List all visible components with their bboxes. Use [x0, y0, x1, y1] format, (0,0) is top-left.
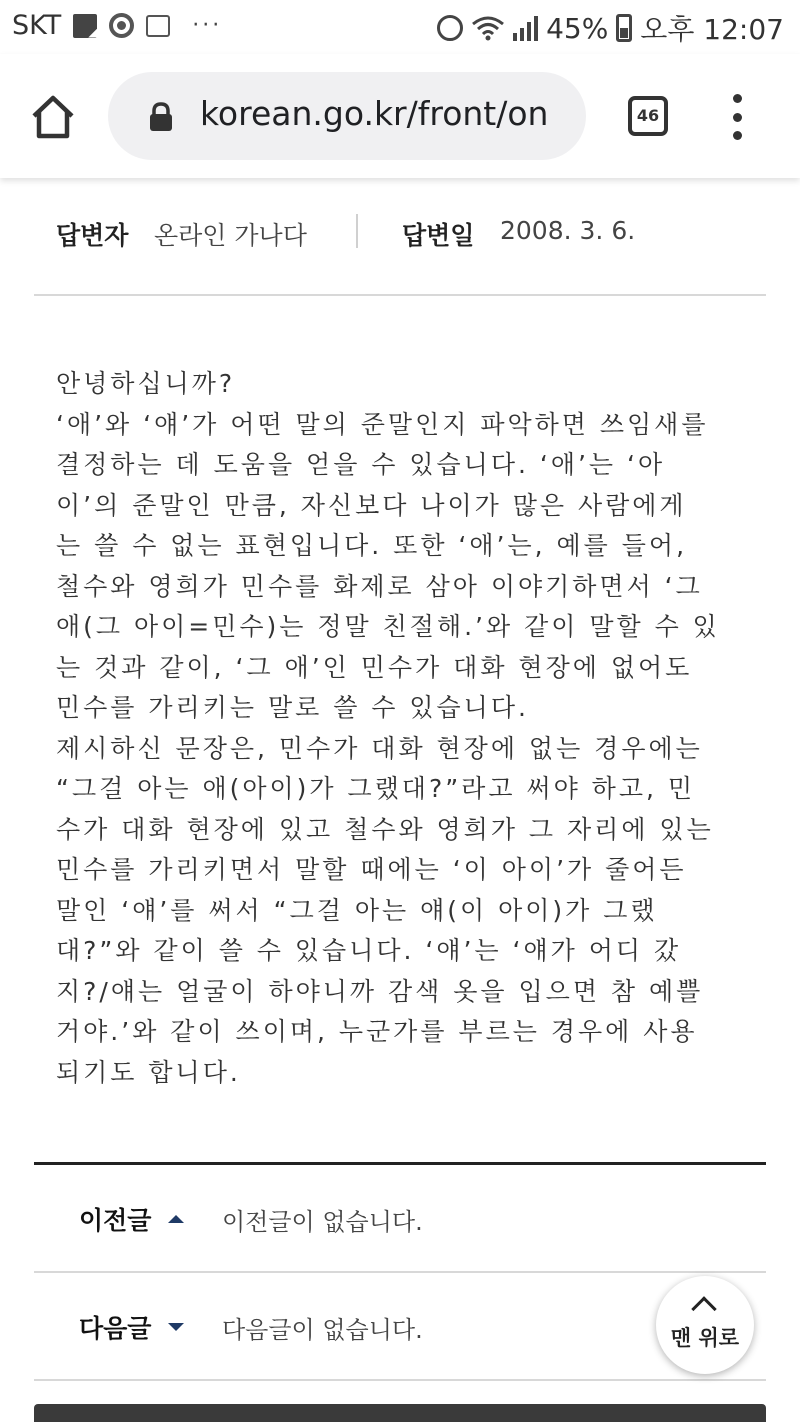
signal-icon — [513, 15, 538, 41]
body-line: 말인 ‘얘’를 써서 “그걸 아는 얘(이 아이)가 그랬 — [56, 895, 658, 925]
date-value: 2008. 3. 6. — [500, 216, 636, 245]
status-bar — [0, 0, 800, 54]
back-to-top-label: 맨 위로 — [670, 1326, 740, 1350]
body-line: 는 쓸 수 없는 표현입니다. 또한 ‘애’는, 예를 들어, — [56, 531, 688, 560]
browser-toolbar — [0, 54, 800, 178]
message-icon — [146, 15, 170, 37]
body-line: 민수를 가리키는 말로 쓸 수 있습니다. — [56, 693, 529, 722]
body-line: 애(그 아이=민수)는 정말 친절해.’와 같이 말할 수 있 — [56, 612, 720, 641]
alarm-icon — [437, 15, 463, 41]
body-line: 민수를 가리키면서 말할 때에는 ‘이 아이’가 줄어든 — [56, 855, 687, 884]
body-line: “그걸 아는 애(아이)가 그랬대?”라고 써야 하고, 민 — [56, 774, 696, 803]
answer-body — [56, 364, 756, 1093]
body-line: 되기도 합니다. — [56, 1057, 241, 1087]
back-to-top-button[interactable] — [656, 1276, 754, 1374]
home-icon[interactable] — [28, 92, 78, 142]
notification-icon — [73, 14, 97, 38]
battery-percent: 45% — [546, 11, 609, 45]
body-line: 지?/얘는 얼굴이 하야니까 감색 옷을 입으면 참 예쁠 — [56, 976, 704, 1006]
prev-post-row[interactable] — [34, 1165, 766, 1273]
overflow-menu-icon[interactable] — [727, 94, 747, 140]
battery-icon — [616, 14, 632, 42]
lock-icon — [148, 102, 174, 132]
wifi-icon — [471, 15, 505, 41]
answerer-label: 답변자 — [56, 221, 129, 250]
next-post-label: 다음글 — [79, 1314, 152, 1343]
chevron-up-icon — [691, 1296, 716, 1321]
body-line: 제시하신 문장은, 민수가 대화 현장에 없는 경우에는 — [56, 733, 703, 763]
triangle-down-icon — [168, 1323, 184, 1331]
prev-post-text: 이전글이 없습니다. — [222, 1208, 423, 1236]
chrome-icon — [109, 13, 134, 38]
date-label: 답변일 — [402, 221, 475, 250]
body-line: 안녕하십니까? — [56, 369, 236, 398]
body-line: 이’의 준말인 만큼, 자신보다 나이가 많은 사람에게 — [56, 490, 687, 520]
more-icon: ··· — [192, 13, 223, 38]
next-post-text: 다음글이 없습니다. — [222, 1316, 423, 1344]
status-right — [437, 8, 784, 48]
answerer-value: 온라인 가나다 — [154, 221, 307, 250]
tab-switcher-button[interactable]: 46 — [628, 96, 668, 136]
body-line: 철수와 영희가 민수를 화제로 삼아 이야기하면서 ‘그 — [56, 571, 703, 601]
triangle-up-icon — [168, 1215, 184, 1223]
body-line: 거야.’와 같이 쓰이며, 누군가를 부르는 경우에 사용 — [56, 1017, 698, 1046]
body-line: 수가 대화 현장에 있고 철수와 영희가 그 자리에 있는 — [56, 814, 714, 844]
status-left — [12, 10, 222, 41]
address-bar[interactable] — [108, 72, 586, 160]
body-line: 는 것과 같이, ‘그 애’인 민수가 대화 현장에 없어도 — [56, 652, 693, 682]
clock: 오후 12:07 — [640, 13, 784, 46]
body-line: 결정하는 데 도움을 얻을 수 있습니다. ‘애’는 ‘아 — [56, 450, 666, 479]
carrier-label: SKT — [12, 10, 62, 41]
url-text: korean.go.kr/front/on — [200, 94, 549, 133]
meta-divider — [356, 214, 358, 248]
body-line: ‘애’와 ‘얘’가 어떤 말의 준말인지 파악하면 쓰임새를 — [56, 409, 709, 439]
prev-post-label: 이전글 — [79, 1206, 152, 1235]
answer-meta — [34, 178, 766, 296]
body-line: 대?”와 같이 쓸 수 있습니다. ‘얘’는 ‘얘가 어디 갔 — [56, 936, 682, 965]
footer-bar — [34, 1404, 766, 1422]
